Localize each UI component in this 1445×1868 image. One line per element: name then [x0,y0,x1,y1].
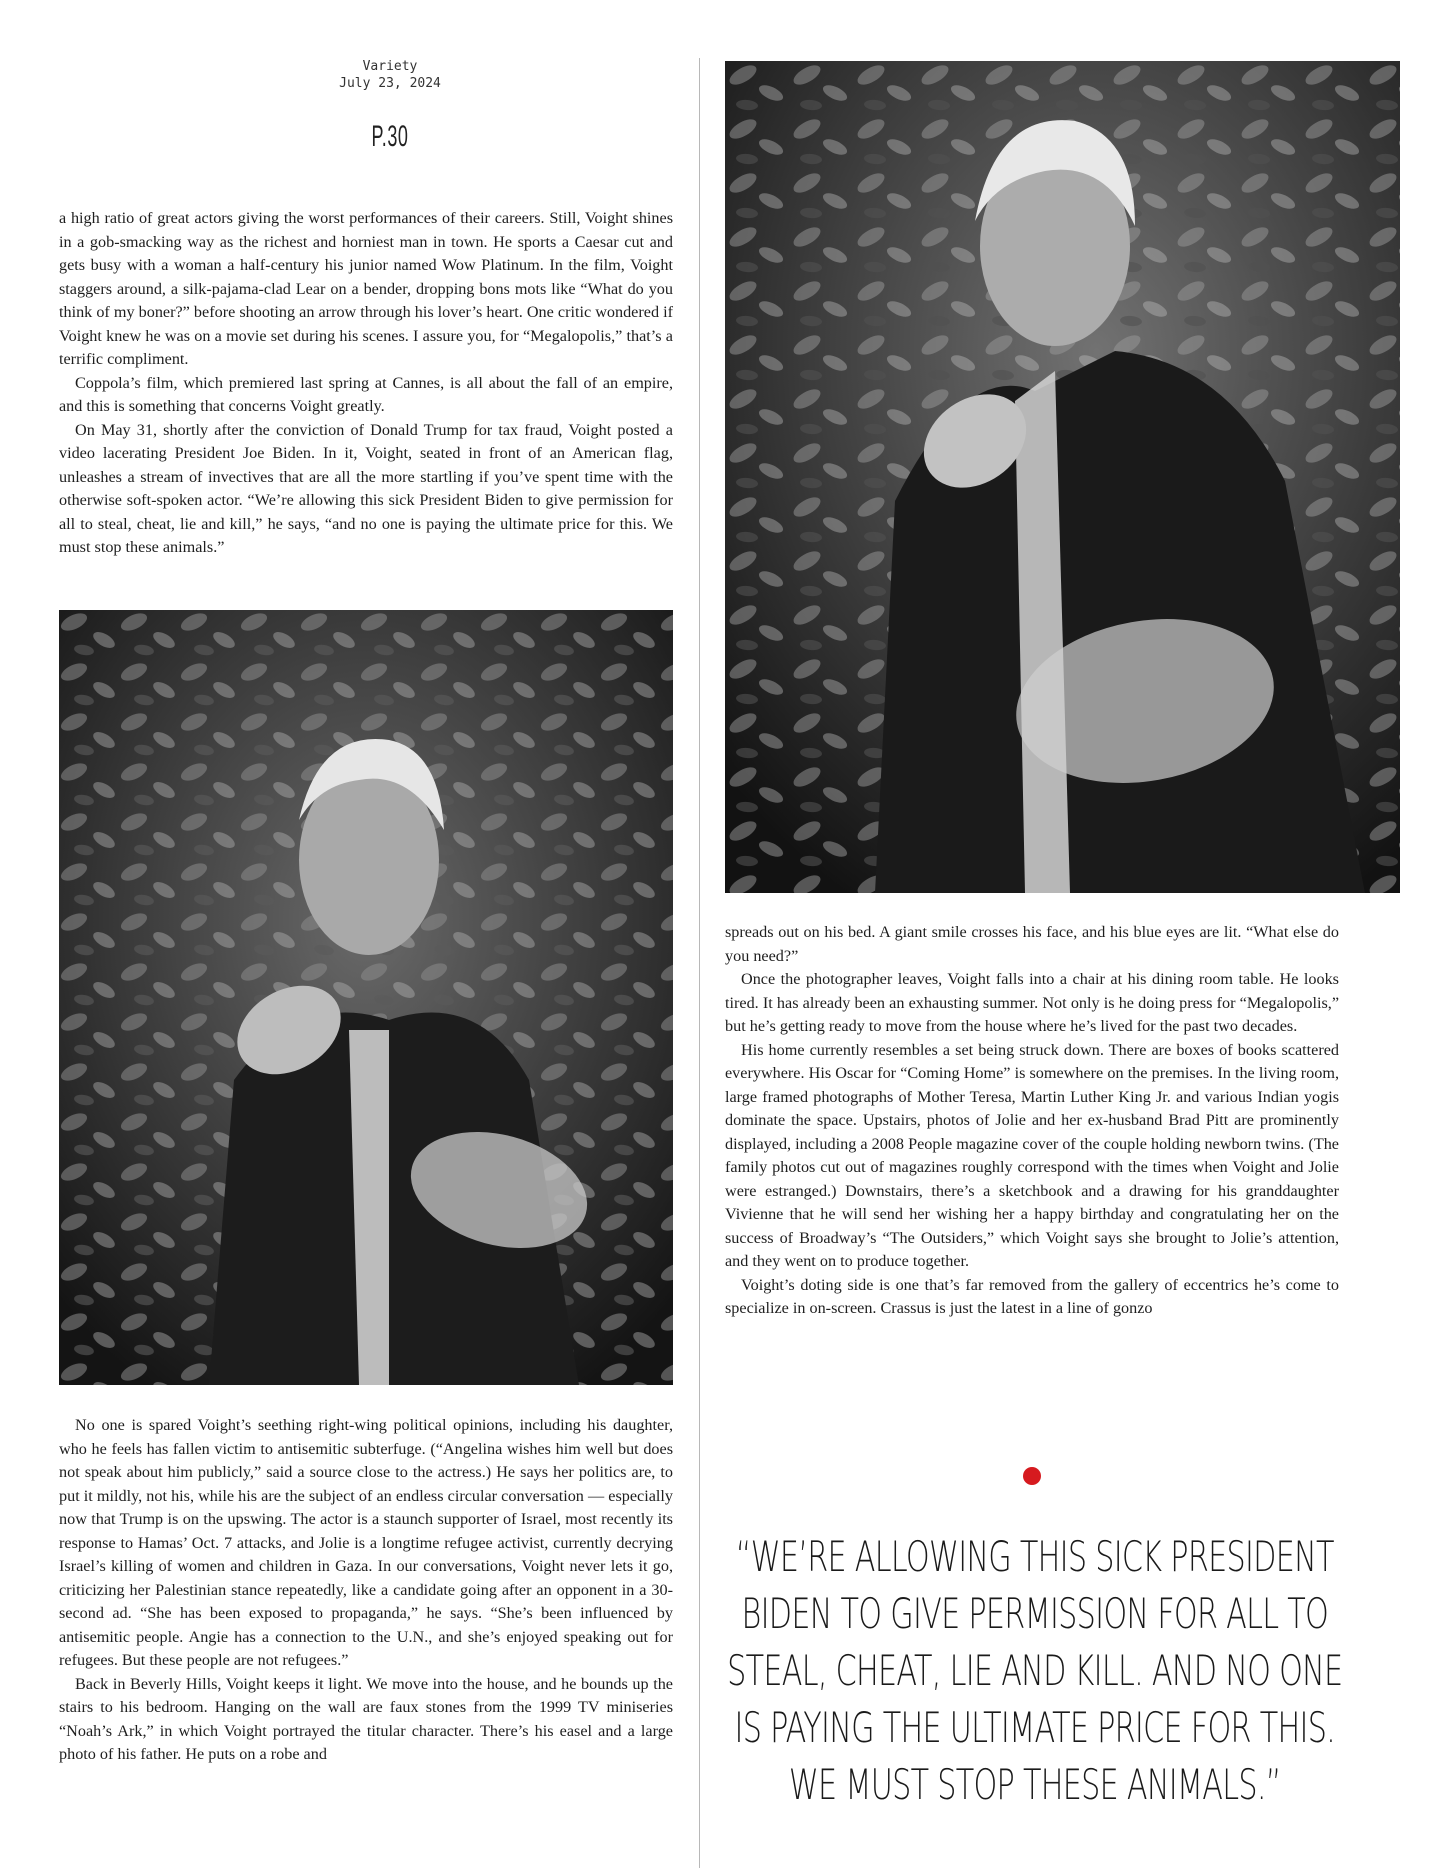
accent-dot [1023,1467,1041,1485]
paragraph: His home currently resembles a set being struck down. There are boxes of books scattered everywhere. His Oscar for “Coming Home” is somewhere on the premises. In the living room, large framed photographs of Mother Teresa, Martin Luther King Jr. and various Indian yogis dominate the space. Upstairs, photos of Jolie and her ex-husband Brad Pitt are prominently displayed, including a 2008 People magazine cover of the couple holding newborn twins. (The family photos cut out of magazines roughly correspond with the times when Voight and Jolie were estranged.) Downstairs, there’s a sketchbook and a drawing for his granddaughter Vivienne that he will send her wishing her a happy birthday and congratulating her on the success of Broadway’s “The Outsiders,” which Voight says she brought to Jolie’s attention, and they went on to produce together. [725,1040,1339,1270]
paragraph: a high ratio of great actors giving the worst performances of their careers. Still, Voight shines in a gob-smacking way as the richest and horniest man in town. He sports a Caesar cut and gets busy with a woman a half-century his junior named Wow Platinum. In the film, Voight staggers around, a silk-pajama-clad Lear on a bender, dropping bons mots like “What do you think of my boner?” before shooting an arrow through his lover’s heart. One critic wondered if Voight knew he was on a movie set during his scenes. I assure you, for “Megalopolis,” that’s a terrific compliment. [59,209,673,368]
publication-name: Variety [362,59,418,74]
paragraph: Coppola’s film, which premiered last spring at Cannes, is all about the fall of an empire, and this is something that concerns Voight greatly. [59,373,673,415]
photo-voight-right [725,61,1400,893]
pull-quote-text: “WE’RE ALLOWING THIS SICK PRESIDENT BIDEN TO GIVE PERMISSION FOR ALL TO STEAL, CHEAT, LIE AND KILL. AND NO ONE IS PAYING THE ULTIMATE PRICE FOR THIS. WE MUST STOP THESE ANIMALS.” [727,1532,1343,1809]
pull-quote [725,1528,1345,1813]
paragraph: Once the photographer leaves, Voight falls into a chair at his dining room table. He looks tired. It has already been an exhausting summer. Not only is he doing press for “Megalopolis,” but he’s getting ready to move from the house where he’s lived for the past two decades. [725,970,1339,1035]
column-divider [699,58,700,1868]
paragraph: Back in Beverly Hills, Voight keeps it light. We move into the house, and he bounds up the stairs to his bedroom. Hanging on the wall are faux stones from the 1999 TV miniseries “Noah’s Ark,” in which Voight portrayed the titular character. There’s his easel and a large photo of his father. He puts on a robe and [59,1674,673,1763]
paragraph: spreads out on his bed. A giant smile crosses his face, and his blue eyes are lit. “What else do you need?” [725,923,1339,965]
page-number: P.30 [371,120,409,153]
photo-voight-left [59,610,673,1385]
article-column-bottom-left [59,1414,673,1767]
issue-date: July 23, 2024 [339,76,441,91]
paragraph: No one is spared Voight’s seething right-wing political opinions, including his daughter, who he feels has fallen victim to antisemitic subterfuge. (“Angelina wishes him well but does not speak about him publicly,” said a source close to the actress.) He says her politics are, to put it mildly, not his, while his are the subject of an endless circular conversation — especially now that Trump is on the upswing. The actor is a staunch supporter of Israel, most recently its response to Hamas’ Oct. 7 attacks, and Jolie is a longtime refugee activist, currently decrying Israel’s killing of women and children in Gaza. In our conversations, Voight never lets it go, criticizing her Palestinian stance repeatedly, like a candidate going after an opponent in a 30-second ad. “She has been exposed to propaganda,” he says. “She’s been influenced by antisemitic people. Angie has a connection to the U.N., and she’s enjoyed speaking out for refugees. But these people are not refugees.” [59,1416,673,1669]
paragraph: On May 31, shortly after the conviction of Donald Trump for tax fraud, Voight posted a video lacerating President Joe Biden. In it, Voight, seated in front of an American flag, unleashes a stream of invectives that are all the more startling if you’ve spent time with the otherwise soft-spoken actor. “We’re allowing this sick President Biden to give permission for all to steal, cheat, lie and kill,” he says, “and no one is paying the ultimate price for this. We must stop these animals.” [59,420,673,556]
article-column-top-left [59,207,673,560]
article-column-right [725,921,1339,1321]
paragraph: Voight’s doting side is one that’s far removed from the gallery of eccentrics he’s come to specialize in on-screen. Crassus is just the latest in a line of gonzo [725,1275,1339,1317]
masthead [300,58,480,92]
